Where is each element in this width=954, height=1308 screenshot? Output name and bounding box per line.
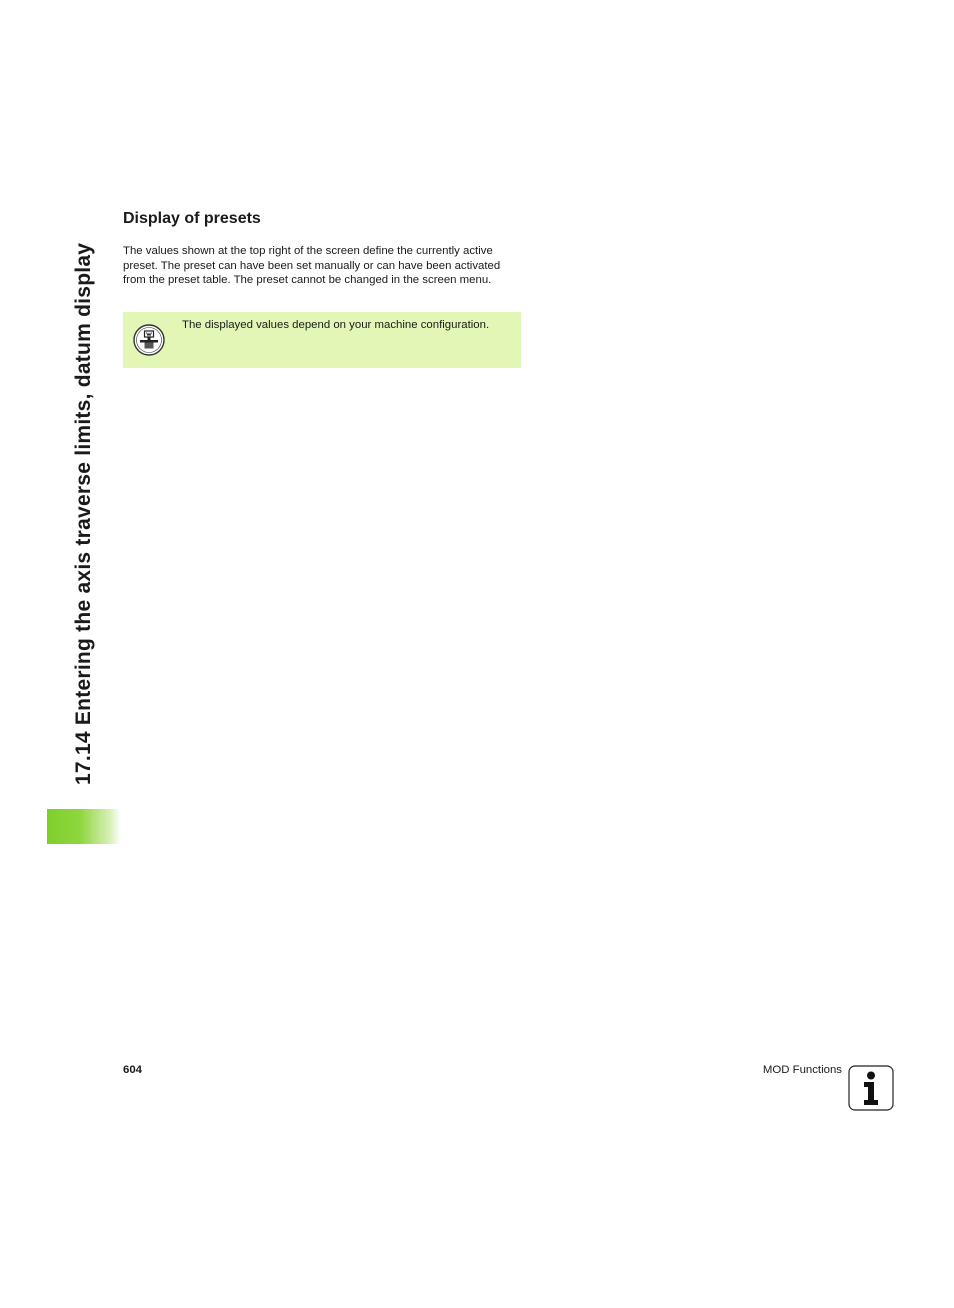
vertical-section-title: 17.14 Entering the axis traverse limits, datum display bbox=[72, 242, 95, 785]
chapter-tab-marker bbox=[47, 809, 121, 844]
info-icon bbox=[848, 1065, 894, 1111]
note-text: The displayed values depend on your machine configuration. bbox=[182, 319, 490, 331]
section-heading: Display of presets bbox=[123, 210, 261, 227]
body-paragraph: The values shown at the top right of the screen define the currently active preset. The preset can have been set manually or can have been activated from the preset table. The preset cannot be changed in the screen menu. bbox=[123, 245, 501, 286]
machine-note-icon bbox=[133, 324, 165, 356]
machine-note-box bbox=[123, 312, 521, 368]
footer-chapter-title: MOD Functions bbox=[762, 1064, 842, 1076]
page-number: 604 bbox=[123, 1064, 143, 1076]
